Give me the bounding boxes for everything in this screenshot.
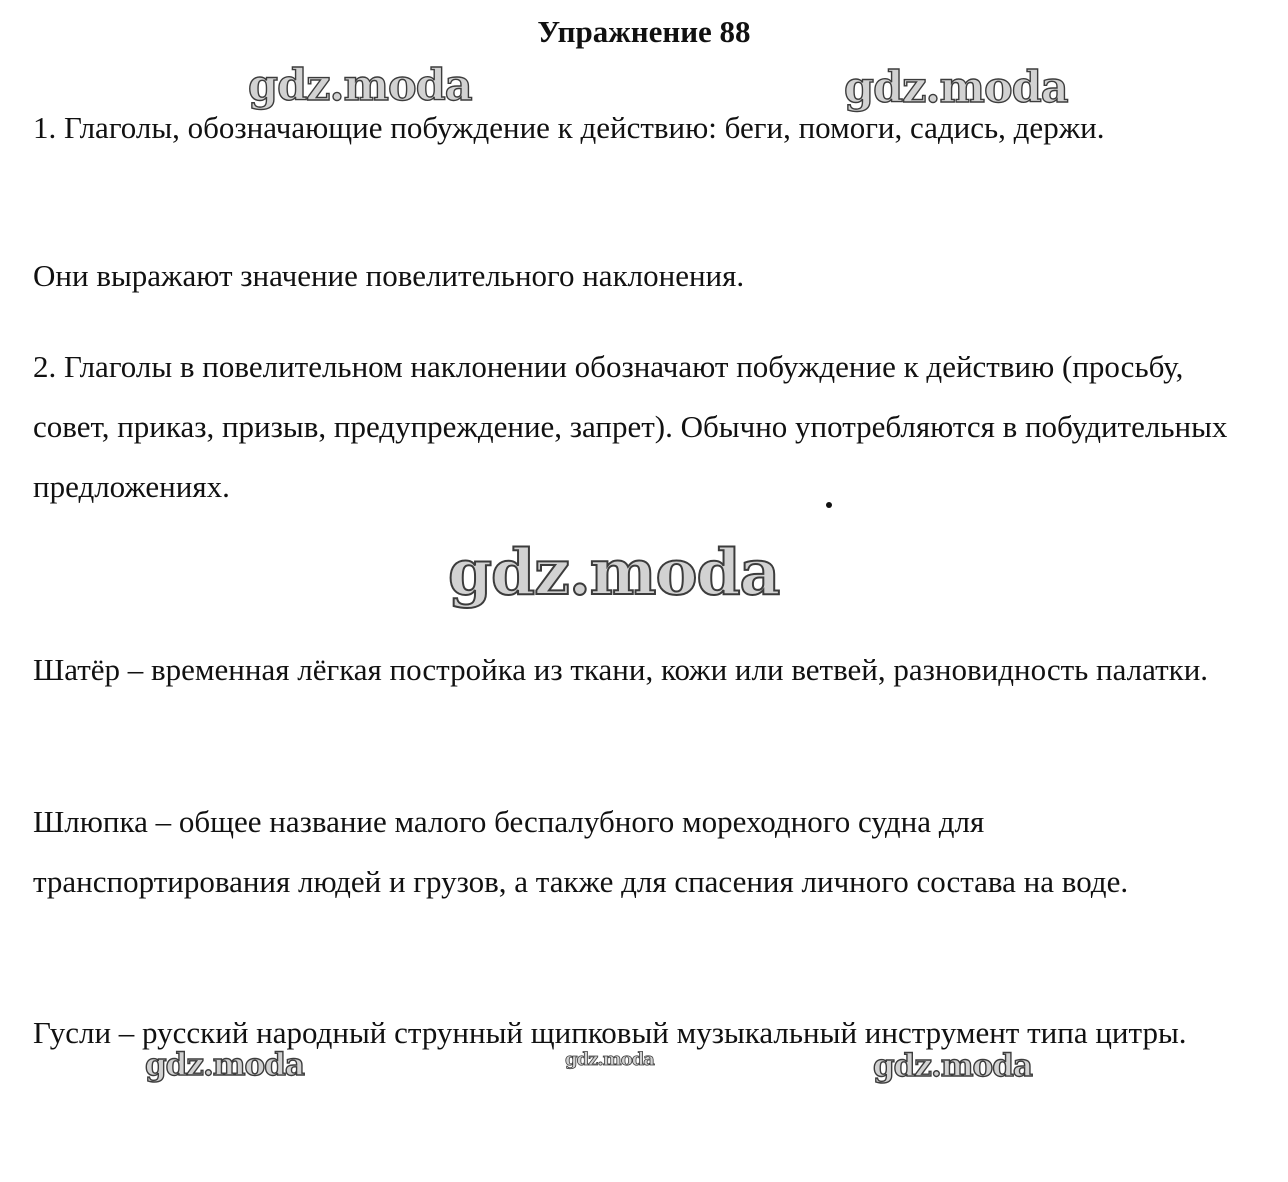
paragraph-shater: Шатёр – временная лёгкая постройка из ткани, кожи или ветвей, разновидность палатки.	[33, 652, 1209, 687]
paragraph-mood-meaning: Они выражают значение повелительного наклонения.	[33, 258, 745, 293]
paragraph-imperative-verbs: 1. Глаголы, обозначающие побуждение к действию: беги, помоги, садись, держи.	[33, 110, 1105, 145]
exercise-title: Упражнение 88	[537, 14, 751, 49]
stray-dot	[826, 502, 832, 508]
watermark-logo: gdz.moda	[873, 1048, 1032, 1084]
paragraph-gusli: Гусли – русский народный струнный щипковый музыкальный инструмент типа цитры.	[33, 1015, 1187, 1050]
paragraph-imperative-usage: 2. Глаголы в повелительном наклонении обозначают побуждение к действию (просьбу, совет, приказ, призыв, предупреждение, запрет). Обычно употребляются в побудительных предложениях.	[33, 349, 1228, 504]
watermark-logo: gdz.moda	[145, 1047, 304, 1083]
watermark-logo: gdz.moda	[248, 61, 472, 111]
watermark-logo: gdz.moda	[844, 63, 1068, 113]
paragraph-shlyupka: Шлюпка – общее название малого беспалубного мореходного судна для транспортирования людей и грузов, а также для спасения личного состава на воде.	[33, 804, 1129, 899]
watermark-logo: gdz.moda	[565, 1049, 654, 1070]
watermark-logo: gdz.moda	[448, 535, 780, 609]
